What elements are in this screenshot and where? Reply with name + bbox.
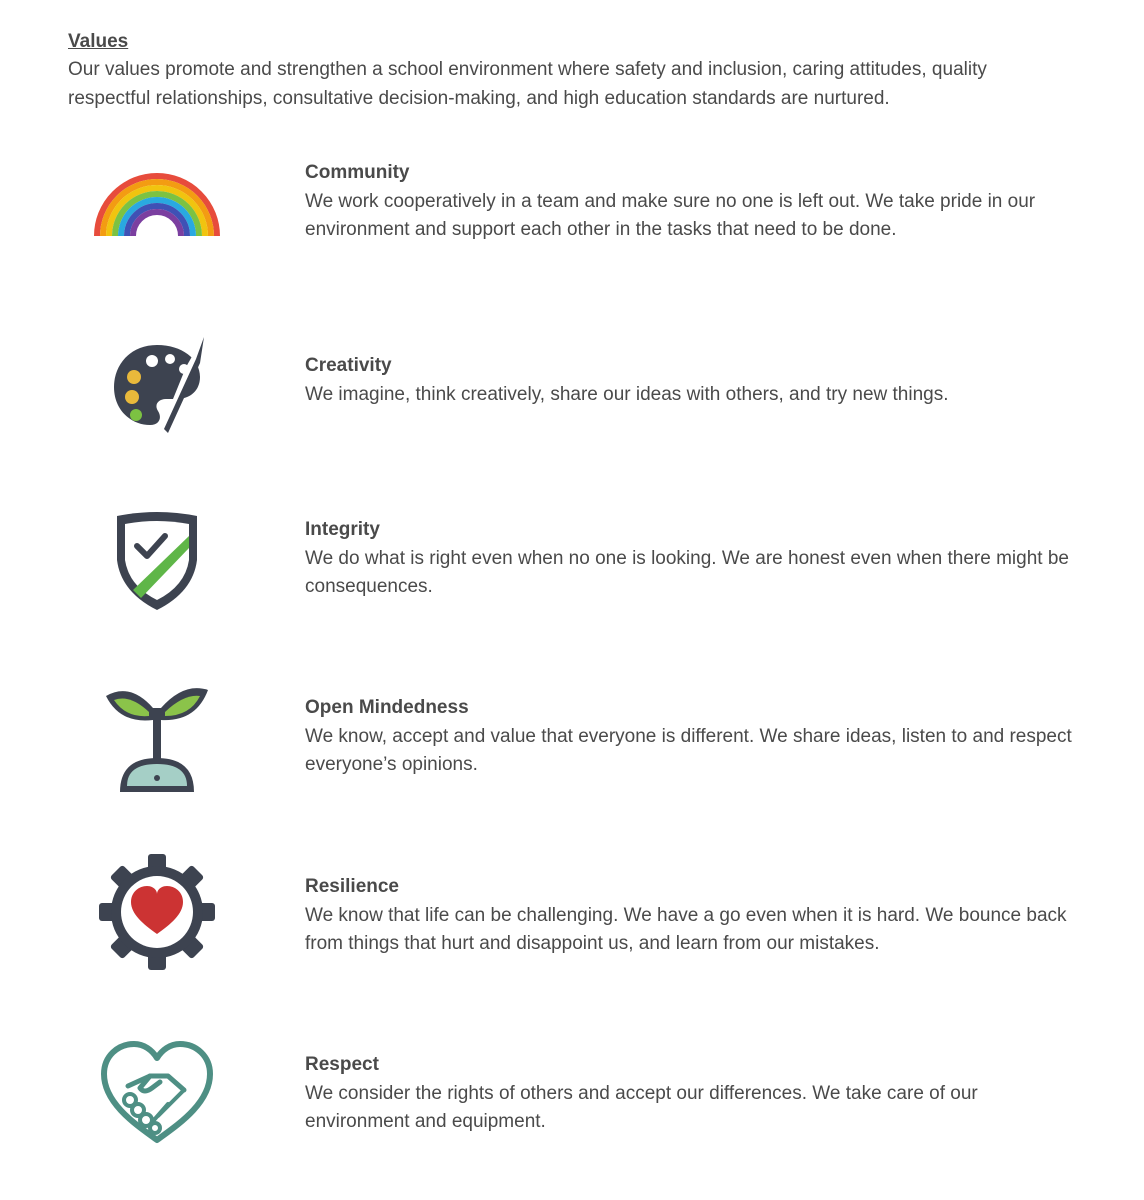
value-description: We work cooperatively in a team and make sure no one is left out. We take pride in our environment and support each other in the tasks that need to be done.	[305, 190, 1036, 240]
value-item-resilience	[305, 873, 1085, 959]
section-heading: Values	[68, 31, 129, 52]
intro-paragraph: Our values promote and strengthen a school environment where safety and inclusion, caring attitudes, quality respectful relationships, consultative decision-making, and high education standards are nurtured.	[68, 59, 987, 109]
value-description: We know, accept and value that everyone is different. We share ideas, listen to and respect everyone’s opinions.	[305, 725, 1072, 775]
shield-check-icon	[92, 500, 222, 620]
paint-palette-icon	[92, 326, 222, 446]
value-item-respect	[305, 1051, 1085, 1137]
value-description: We consider the rights of others and accept our differences. We take care of our environment and equipment.	[305, 1082, 978, 1132]
value-description: We do what is right even when no one is looking. We are honest even when there might be consequences.	[305, 547, 1069, 597]
value-title: Respect	[305, 1054, 379, 1075]
value-description: We know that life can be challenging. We have a go even when it is hard. We bounce back from things that hurt and disappoint us, and learn from our mistakes.	[305, 904, 1067, 954]
value-item-open-mindedness	[305, 694, 1085, 780]
value-item-integrity	[305, 516, 1085, 602]
value-item-community	[305, 159, 1085, 245]
handshake-heart-icon	[92, 1032, 222, 1152]
value-title: Community	[305, 162, 410, 183]
value-title: Integrity	[305, 519, 380, 540]
rainbow-icon	[92, 138, 222, 258]
value-title: Open Mindedness	[305, 697, 469, 718]
value-item-creativity	[305, 352, 1085, 409]
value-title: Creativity	[305, 355, 392, 376]
sprout-icon	[92, 680, 222, 800]
value-description: We imagine, think creatively, share our ideas with others, and try new things.	[305, 383, 949, 405]
gear-heart-icon	[92, 852, 222, 972]
value-title: Resilience	[305, 876, 399, 897]
